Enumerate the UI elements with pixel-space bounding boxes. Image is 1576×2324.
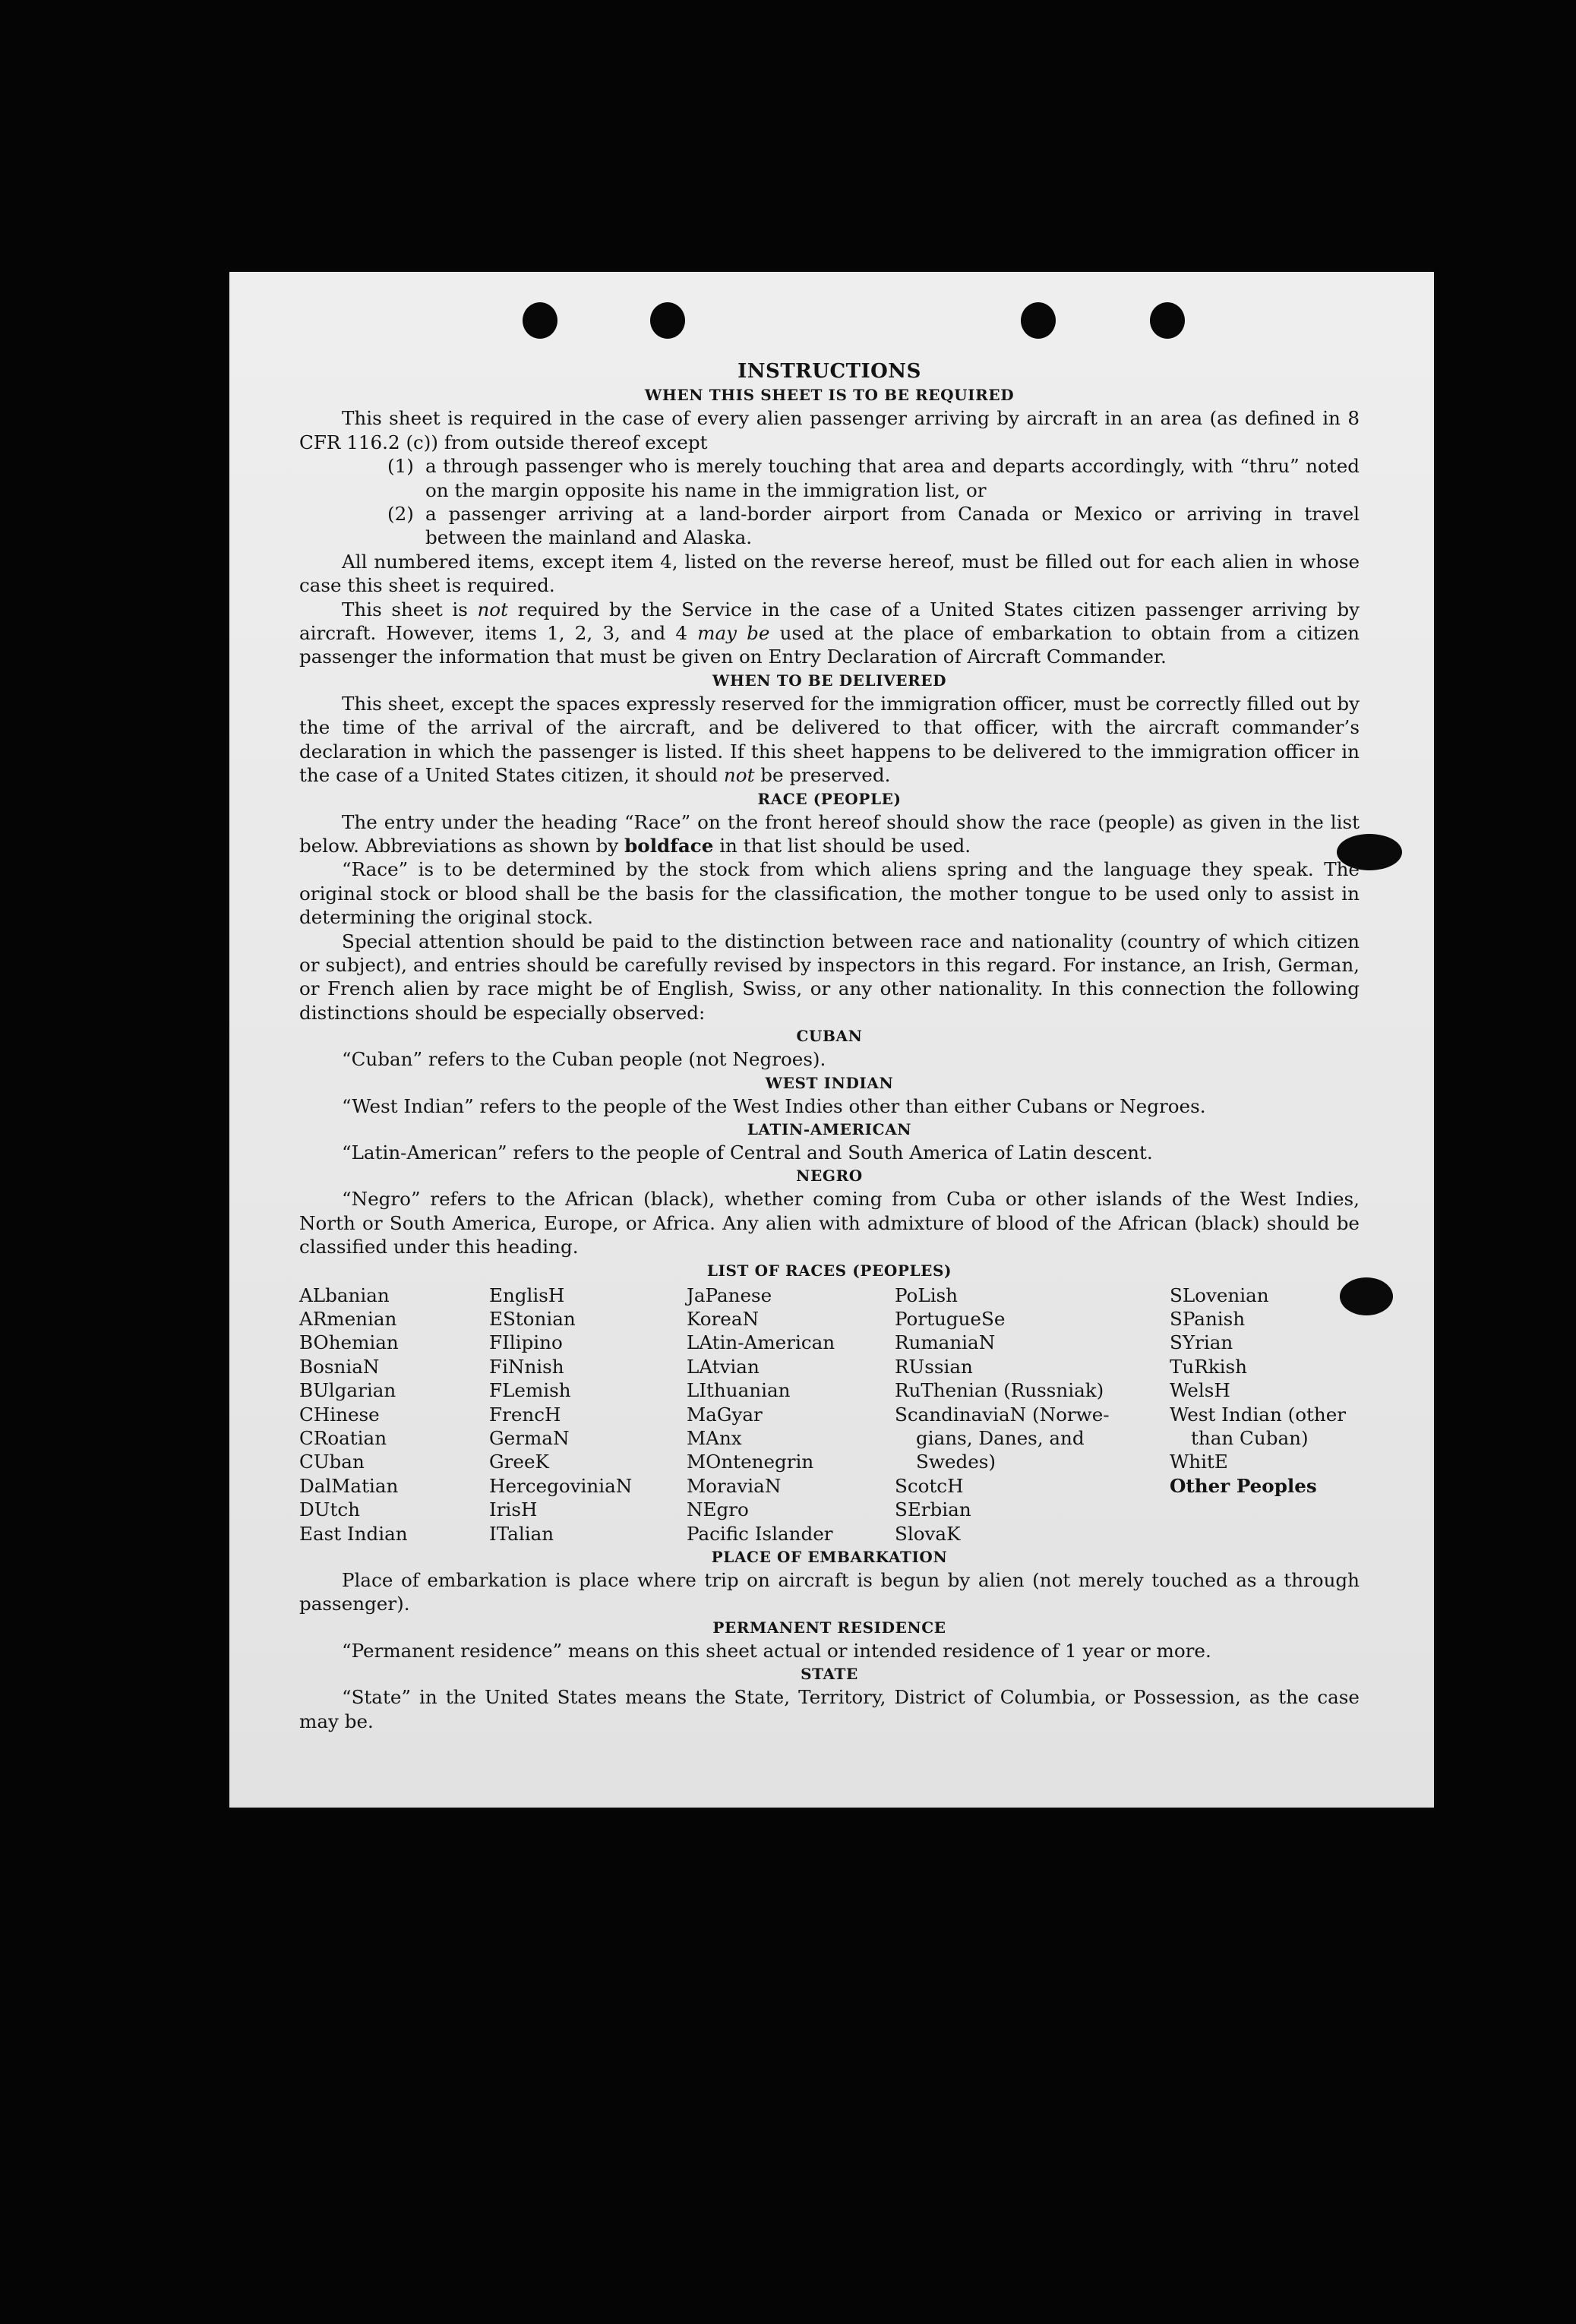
race-column (489, 1284, 687, 1546)
race-item: GermaN (489, 1427, 570, 1450)
race-item: gians, Danes, and (916, 1427, 1085, 1450)
paragraph: “Race” is to be determined by the stock from which aliens spring and the language they speak. The original stock or blood shall be the basis for the classification, the mother tongue to be used only to assist in determining the original stock. (299, 858, 1360, 929)
race-item: FiNnish (489, 1355, 564, 1378)
text-run: The entry under the heading “Race” on the front hereof should show the race (people) as given in the list below. Abbreviations as shown by (299, 810, 1360, 857)
emphasis-text: may be (697, 622, 770, 645)
exception-item (299, 502, 1360, 550)
emphasis-text: not (723, 764, 755, 787)
race-item: LIthuanian (687, 1379, 791, 1402)
text-run: This sheet, except the spaces expressly reserved for the immigration officer, must be correctly filled out by the time of the arrival of the aircraft, and be delivered to that officer, with the aircraft commander’s declaration in which the passenger is listed. If this sheet happens to be delivered to the immigration officer in the case of a United States citizen, it should (299, 692, 1360, 787)
section-heading-place-of-embarkation: PLACE OF EMBARKATION (711, 1548, 948, 1567)
punch-hole (1021, 302, 1056, 339)
paragraph (299, 810, 1360, 858)
race-item: EnglisH (489, 1284, 565, 1306)
race-item: CRoatian (299, 1427, 387, 1450)
race-item: JaPanese (687, 1284, 772, 1306)
race-item: SPanish (1170, 1308, 1246, 1330)
paragraph: Special attention should be paid to the distinction between race and nationality (country of which citizen or subject), and entries should be carefully revised by inspectors in this regard. For instance, an Irish, German, or French alien by race might be of English, Swiss, or any other nationality. In this connection the following distinctions should be especially observed: (299, 930, 1360, 1024)
race-column (687, 1284, 895, 1546)
text-run: used at the place of embarkation to obtain from a citizen passenger the information that must be given on Entry Declaration of Aircraft Commander. (299, 622, 1360, 668)
page-title: INSTRUCTIONS (737, 360, 921, 383)
race-item: TuRkish (1170, 1355, 1247, 1378)
document-sheet (229, 272, 1434, 1808)
paragraph: All numbered items, except item 4, listed on the reverse hereof, must be filled out for each alien in whose case this sheet is required. (299, 550, 1360, 597)
race-item: FIlipino (489, 1331, 563, 1354)
race-item: IrisH (489, 1498, 538, 1521)
section-heading-cuban: CUBAN (796, 1027, 863, 1046)
race-item: SErbian (895, 1498, 971, 1521)
race-item: MaGyar (687, 1403, 763, 1426)
race-item: ScotcH (895, 1474, 964, 1497)
race-item: than Cuban) (1191, 1427, 1309, 1450)
paragraph (299, 692, 1360, 788)
item-number: (2) (387, 503, 414, 526)
race-item: Pacific Islander (687, 1522, 833, 1545)
race-item: WelsH (1170, 1379, 1230, 1402)
section-heading-race: RACE (PEOPLE) (757, 789, 902, 808)
race-item: FrencH (489, 1403, 561, 1426)
race-item: Other Peoples (1170, 1474, 1317, 1497)
paragraph: “Negro” refers to the African (black), whether coming from Cuba or other islands of the West Indies, North or South America, Europe, or Africa. Any alien with admixture of blood of the African (black) should be classified under this heading. (299, 1188, 1360, 1258)
emphasis-text: not (477, 598, 508, 620)
race-item: MoraviaN (687, 1474, 782, 1497)
race-column (895, 1284, 1170, 1546)
race-item: Swedes) (916, 1451, 996, 1473)
item-text: a passenger arriving at a land-border airport from Canada or Mexico or arriving in travel between the mainland and Alaska. (425, 503, 1360, 549)
paragraph: “State” in the United States means the State, Territory, District of Columbia, or Possession, as the case may be. (299, 1686, 1360, 1732)
race-column (1170, 1284, 1360, 1546)
race-item: DalMatian (299, 1474, 399, 1497)
race-item: FLemish (489, 1379, 571, 1402)
section-heading-permanent-residence: PERMANENT RESIDENCE (712, 1618, 946, 1637)
race-item: CUban (299, 1451, 365, 1473)
race-item: WhitE (1170, 1451, 1228, 1473)
race-item: RuThenian (Russniak) (895, 1379, 1104, 1402)
section-heading-latin-american: LATIN-AMERICAN (747, 1119, 912, 1138)
section-heading-when-delivered: WHEN TO BE DELIVERED (712, 671, 947, 690)
paragraph (299, 598, 1360, 669)
paragraph: “Cuban” refers to the Cuban people (not Negroes). (342, 1048, 826, 1071)
item-text: a through passenger who is merely touching that area and departs accordingly, with “thru” noted on the margin opposite his name in the immigration list, or (425, 455, 1360, 501)
race-item: SYrian (1170, 1331, 1233, 1354)
race-item: MOntenegrin (687, 1451, 814, 1473)
section-heading-west-indian: WEST INDIAN (765, 1073, 894, 1092)
paragraph: “Permanent residence” means on this sheet actual or intended residence of 1 year or more. (342, 1639, 1211, 1662)
race-item: BOhemian (299, 1331, 399, 1354)
race-list-table (299, 1284, 1360, 1546)
race-item: BUlgarian (299, 1379, 396, 1402)
punch-hole (650, 302, 685, 339)
race-item: SlovaK (895, 1522, 961, 1545)
race-item: SLovenian (1170, 1284, 1269, 1306)
race-item: DUtch (299, 1498, 360, 1521)
race-item: RumaniaN (895, 1331, 996, 1354)
race-item: ITalian (489, 1522, 554, 1545)
text-run: required by the Service in the case of a United States citizen passenger arriving by aircraft. However, items 1, 2, 3, and 4 (299, 598, 1360, 645)
section-heading-state: STATE (801, 1665, 858, 1684)
race-item: NEgro (687, 1498, 749, 1521)
race-item: West Indian (other (1170, 1403, 1347, 1426)
race-item: BosniaN (299, 1355, 380, 1378)
race-item: LAtin-American (687, 1331, 835, 1354)
race-item: PoLish (895, 1284, 959, 1306)
race-item: PortugueSe (895, 1308, 1006, 1330)
race-item: GreeK (489, 1451, 549, 1473)
paragraph: This sheet is required in the case of every alien passenger arriving by aircraft in an area (as defined in 8 CFR 116.2 (c)) from outside thereof except (299, 407, 1360, 453)
punch-hole (1150, 302, 1185, 339)
race-column (299, 1284, 489, 1546)
race-item: East Indian (299, 1522, 408, 1545)
item-number: (1) (387, 455, 414, 478)
paragraph: “Latin-American” refers to the people of Central and South America of Latin descent. (342, 1141, 1153, 1164)
punch-hole (523, 302, 557, 339)
text-run: be preserved. (754, 764, 891, 787)
race-item: RUssian (895, 1355, 973, 1378)
race-item: EStonian (489, 1308, 576, 1330)
section-heading-negro: NEGRO (796, 1167, 863, 1186)
race-item: ScandinaviaN (Norwe- (895, 1403, 1110, 1426)
instructions-body (299, 360, 1360, 1733)
race-item: CHinese (299, 1403, 380, 1426)
exception-item (299, 454, 1360, 502)
race-item: ALbanian (299, 1284, 390, 1306)
text-run: in that list should be used. (713, 834, 971, 857)
race-item: HercegoviniaN (489, 1474, 633, 1497)
race-item: LAtvian (687, 1355, 760, 1378)
section-heading-list-of-races: LIST OF RACES (PEOPLES) (706, 1261, 952, 1280)
paragraph: Place of embarkation is place where trip on aircraft is begun by alien (not merely touched as a through passenger). (299, 1569, 1360, 1615)
race-item: ARmenian (299, 1308, 397, 1330)
text-run: This sheet is (342, 598, 478, 620)
section-heading-when-required: WHEN THIS SHEET IS TO BE REQUIRED (644, 386, 1015, 405)
race-item: KoreaN (687, 1308, 760, 1330)
race-item: MAnx (687, 1427, 742, 1450)
paragraph: “West Indian” refers to the people of the West Indies other than either Cubans or Negroes. (342, 1094, 1206, 1117)
bold-text: boldface (624, 834, 714, 857)
